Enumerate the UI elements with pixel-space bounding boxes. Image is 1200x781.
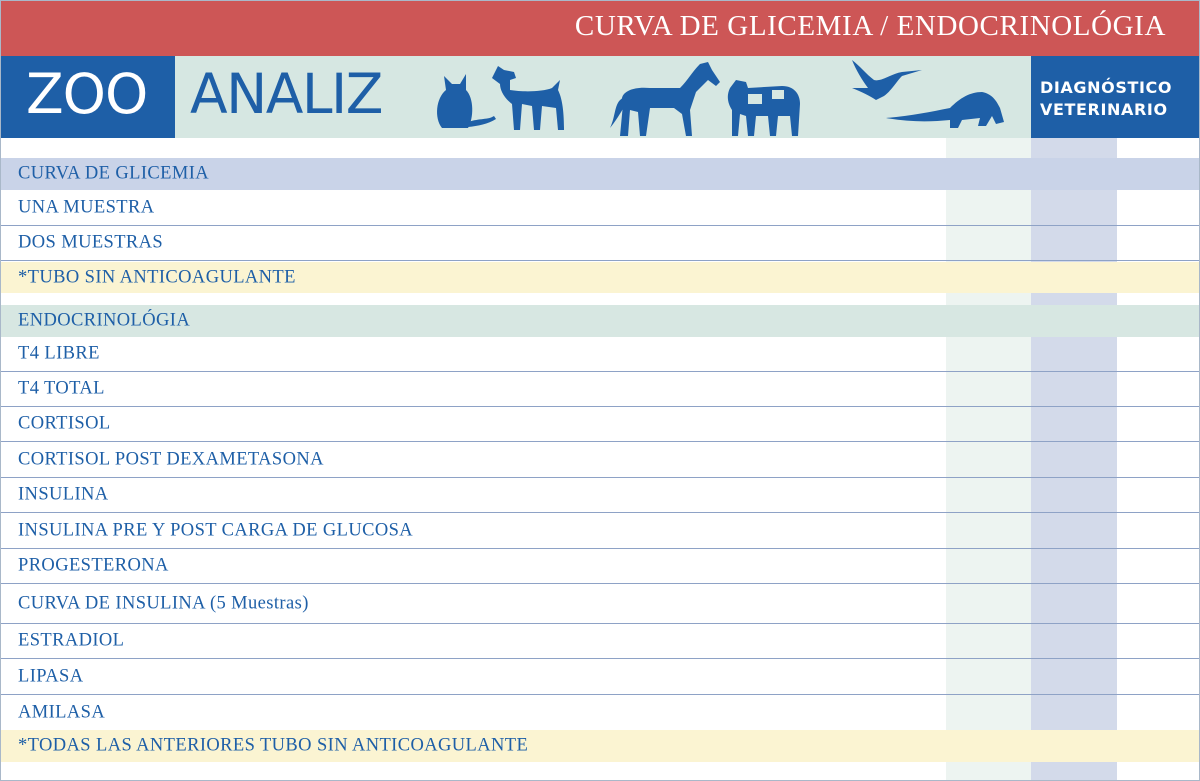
- dog-icon: [492, 66, 564, 130]
- test-row: [0, 191, 1200, 226]
- test-name: CURVA DE INSULINA (5 Muestras): [18, 593, 309, 614]
- page-title: CURVA DE GLICEMIA / ENDOCRINOLÓGIA: [574, 10, 1166, 42]
- note-row: [0, 730, 1200, 762]
- test-row: [0, 549, 1200, 584]
- test-name: PROGESTERONA: [18, 555, 169, 576]
- tagline-box: [1031, 56, 1200, 138]
- test-name: AMILASA: [18, 702, 106, 723]
- test-name: ESTRADIOL: [18, 630, 125, 651]
- test-row: [0, 443, 1200, 478]
- test-row: [0, 337, 1200, 372]
- horse-icon: [610, 62, 720, 136]
- test-row: [0, 696, 1200, 731]
- test-name: UNA MUESTRA: [18, 197, 155, 218]
- brand-zoo-text: ZOO: [26, 62, 148, 126]
- note-text: *TUBO SIN ANTICOAGULANTE: [18, 267, 296, 287]
- note-row: [0, 262, 1200, 293]
- bird-icon: [852, 60, 922, 100]
- section-header-row: [0, 305, 1200, 337]
- test-name: CORTISOL: [18, 413, 111, 434]
- note-text: *TODAS LAS ANTERIORES TUBO SIN ANTICOAGULANTE: [18, 735, 529, 756]
- test-row: [0, 624, 1200, 659]
- test-name: CORTISOL POST DEXAMETASONA: [18, 449, 324, 470]
- test-name: T4 TOTAL: [18, 378, 105, 399]
- tagline-veterinario: VETERINARIO: [1040, 100, 1168, 119]
- section-header-row: [0, 158, 1200, 190]
- tagline-diagnostico: DIAGNÓSTICO: [1040, 78, 1173, 97]
- section-title: CURVA DE GLICEMIA: [18, 163, 210, 184]
- test-row: [0, 585, 1200, 624]
- test-name: DOS MUESTRAS: [18, 232, 164, 253]
- test-row: [0, 660, 1200, 695]
- test-row: [0, 372, 1200, 407]
- section-title: ENDOCRINOLÓGIA: [18, 310, 191, 331]
- test-row: [0, 407, 1200, 442]
- title-bar: [0, 0, 1200, 56]
- test-row: [0, 226, 1200, 261]
- test-row: [0, 514, 1200, 549]
- cow-icon: [728, 80, 800, 136]
- animal-silhouettes: [430, 58, 1030, 138]
- test-row: [0, 478, 1200, 513]
- test-name: INSULINA PRE Y POST CARGA DE GLUCOSA: [18, 520, 414, 541]
- lizard-icon: [886, 92, 1004, 128]
- test-name: LIPASA: [18, 666, 84, 687]
- brand-analiz-text: ANALIZ: [190, 62, 382, 126]
- test-name: INSULINA: [18, 484, 109, 505]
- cat-icon: [437, 74, 496, 128]
- test-name: T4 LIBRE: [18, 343, 100, 364]
